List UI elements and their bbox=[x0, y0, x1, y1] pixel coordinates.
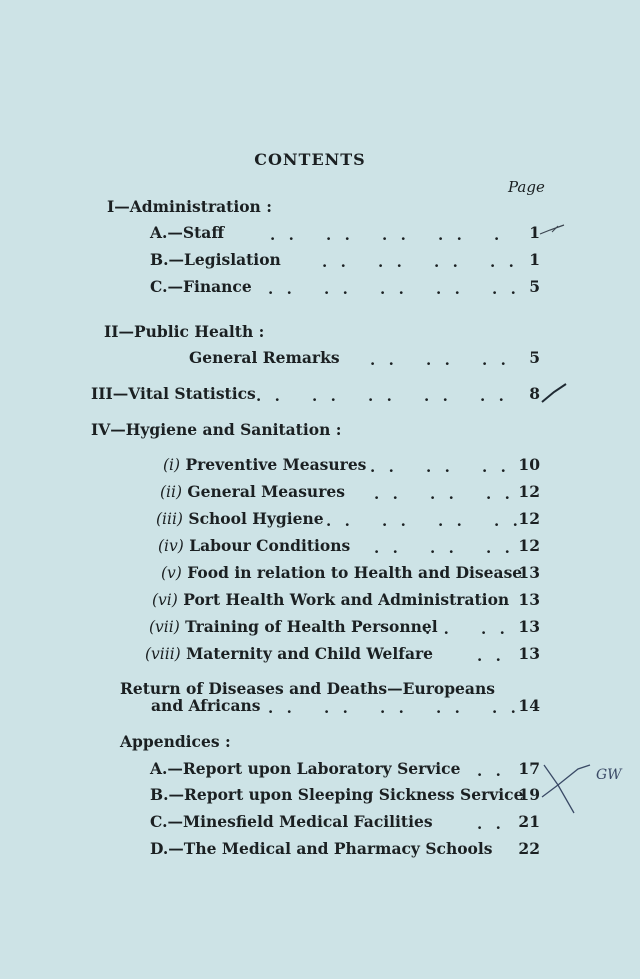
page-number: 14 bbox=[518, 696, 540, 715]
entry-text: School Hygiene bbox=[188, 509, 324, 528]
entry-minesfield-medical: C.—Minesfield Medical Facilities bbox=[150, 812, 433, 831]
page-number: 12 bbox=[518, 482, 540, 501]
tick-mark-icon bbox=[540, 382, 570, 406]
leader-dots: . . . . . . . . . bbox=[270, 226, 501, 244]
leader-dots: . . . . . . bbox=[374, 539, 511, 557]
leader-dots: . . bbox=[477, 647, 502, 665]
page-number: 22 bbox=[518, 839, 540, 858]
page-number: 12 bbox=[518, 509, 540, 528]
entry-numeral: (viii) bbox=[145, 645, 181, 663]
entry-numeral: (iii) bbox=[156, 510, 183, 528]
page-number: 5 bbox=[529, 277, 540, 296]
section-public-health: II—Public Health : bbox=[104, 322, 265, 341]
entry-text: Preventive Measures bbox=[185, 455, 367, 474]
page-column-label: Page bbox=[508, 178, 545, 196]
cross-mark-icon bbox=[538, 755, 628, 825]
entry-text: Maternity and Child Welfare bbox=[186, 644, 434, 663]
entry-numeral: (vi) bbox=[152, 591, 178, 609]
page-number: 19 bbox=[518, 785, 540, 804]
entry-text: Port Health Work and Administration bbox=[183, 590, 510, 609]
leader-dots: . . . . . . bbox=[370, 458, 507, 476]
entry-medical-pharmacy-schools: D.—The Medical and Pharmacy Schools bbox=[150, 839, 493, 858]
page-number: 8 bbox=[529, 384, 540, 403]
page-number: 17 bbox=[518, 759, 540, 778]
entry-general-remarks: General Remarks bbox=[189, 348, 340, 367]
entry-return-diseases-cont: and Africans bbox=[151, 696, 261, 715]
entry-general-measures bbox=[160, 481, 345, 503]
entry-port-health bbox=[152, 589, 509, 611]
entry-text: Food in relation to Health and Disease bbox=[187, 563, 523, 582]
entry-laboratory-service: A.—Report upon Laboratory Service bbox=[150, 759, 461, 778]
leader-dots: . . . . . . . . . . bbox=[256, 387, 505, 405]
page-number: 5 bbox=[529, 348, 540, 367]
page-number: 1 bbox=[529, 250, 540, 269]
leader-dots: . . bbox=[477, 762, 502, 780]
entry-text: General Measures bbox=[187, 482, 345, 501]
leader-dots: . . . . . . . . . . bbox=[268, 699, 517, 717]
leader-dots: . . bbox=[477, 815, 502, 833]
page-number: 13 bbox=[518, 563, 540, 582]
entry-finance: C.—Finance bbox=[150, 277, 252, 296]
leader-dots: . . . . . . . . . . bbox=[268, 280, 517, 298]
page-number: 13 bbox=[518, 617, 540, 636]
entry-numeral: (v) bbox=[161, 564, 182, 582]
leader-dots: . . . . . . . . bbox=[322, 253, 515, 271]
entry-sleeping-sickness: B.—Report upon Sleeping Sickness Service bbox=[150, 785, 524, 804]
entry-staff: A.—Staff bbox=[150, 223, 225, 242]
page-number: 13 bbox=[518, 590, 540, 609]
entry-numeral: (ii) bbox=[160, 483, 183, 501]
page-title: CONTENTS bbox=[254, 150, 366, 169]
page-number: 12 bbox=[518, 536, 540, 555]
section-appendices: Appendices : bbox=[120, 732, 231, 751]
entry-text: Labour Conditions bbox=[189, 536, 351, 555]
entry-legislation: B.—Legislation bbox=[150, 250, 281, 269]
entry-food-health bbox=[161, 562, 522, 584]
handwritten-initials: GW bbox=[596, 767, 622, 783]
entry-school-hygiene bbox=[156, 508, 324, 530]
leader-dots: . . . . . . bbox=[370, 351, 507, 369]
entry-numeral: (vii) bbox=[149, 618, 180, 636]
section-hygiene-sanitation: IV—Hygiene and Sanitation : bbox=[91, 420, 342, 439]
entry-return-diseases: Return of Diseases and Deaths—Europeans bbox=[120, 679, 495, 698]
page-number: 21 bbox=[518, 812, 540, 831]
page-number: 10 bbox=[518, 455, 540, 474]
leader-dots: . . . . . . bbox=[374, 485, 511, 503]
leader-dots: . . . . . . . . bbox=[326, 512, 519, 530]
leader-dots: . . . . bbox=[425, 620, 506, 638]
entry-maternity-welfare bbox=[145, 643, 433, 665]
tick-mark-icon bbox=[538, 222, 568, 242]
entry-numeral: (iv) bbox=[158, 537, 184, 555]
page-number: 1 bbox=[529, 223, 540, 242]
section-vital-statistics: III—Vital Statistics bbox=[91, 384, 256, 403]
entry-text: Training of Health Personnel bbox=[185, 617, 438, 636]
entry-training-personnel bbox=[149, 616, 438, 638]
entry-numeral: (i) bbox=[163, 456, 181, 474]
entry-preventive-measures bbox=[163, 454, 366, 476]
section-administration: I—Administration : bbox=[107, 197, 272, 216]
entry-labour-conditions bbox=[158, 535, 350, 557]
page-number: 13 bbox=[518, 644, 540, 663]
